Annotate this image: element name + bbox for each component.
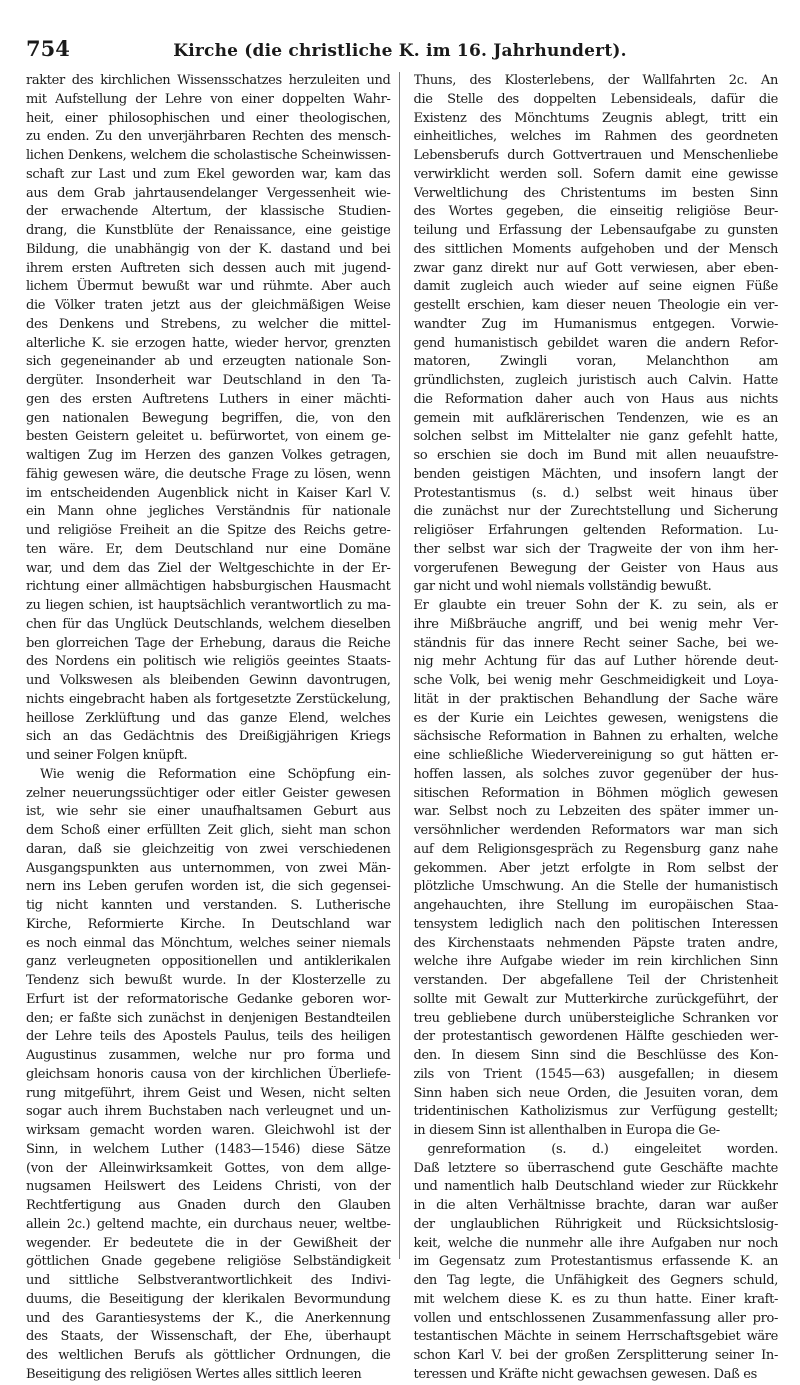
- text-line: tridentinischen Katholizismus zur Verfügung gestellt;: [413, 1104, 778, 1120]
- text-line: tensystem lediglich nach den politischen Interessen: [413, 916, 778, 932]
- text-line: des Kirchenstaats nehmenden Päpste traten andre,: [413, 935, 778, 951]
- text-line: und religiöse Freiheit an die Spitze des Reichs getre-: [26, 523, 391, 538]
- text-line: treu gebliebene durch unübersteigliche Schranken vor: [413, 1010, 778, 1026]
- text-line: alterliche K. sie erzogen hatte, wieder hervor, grenzten: [26, 335, 391, 351]
- text-line: nichts eingebracht haben als fortgesetzte Zerstückelung,: [26, 691, 391, 707]
- text-line: zu enden. Zu den unverjährbaren Rechten des mensch-: [26, 129, 391, 145]
- text-line: gekommen. Aber jetzt erfolgte in Rom selbst der: [413, 860, 778, 876]
- text-line: sich an das Gedächtnis des Dreißigjährigen Kriegs: [26, 729, 391, 745]
- text-line: benden geistigen Mächten, und insofern langt der: [413, 466, 778, 482]
- text-line: Kirche, Reformierte Kirche. In Deutschland war: [26, 916, 391, 932]
- text-line: Erfurt ist der reformatorische Gedanke geboren wor-: [26, 991, 391, 1007]
- text-line: war, und dem das Ziel der Weltgeschichte in der Er-: [26, 560, 391, 576]
- text-line: die Völker traten jetzt aus der gleichmäßigen Weise: [26, 298, 391, 313]
- text-line: dem Schoß einer erfüllten Zeit glich, sieht man schon: [26, 823, 391, 838]
- text-line: (von der Alleinwirksamkeit Gottes, von dem allge-: [26, 1160, 391, 1176]
- text-line: in diesem Sinn ist allenthalben in Europa die Ge-: [413, 1123, 720, 1138]
- text-line: waltigen Zug im Herzen des ganzen Volkes getragen,: [26, 448, 391, 463]
- text-line: Sinn, in welchem Luther (1483—1546) diese Sätze: [26, 1141, 391, 1157]
- text-line: Lebensberufs durch Gottvertrauen und Menschenliebe: [413, 148, 778, 163]
- text-line: ganz verleugneten oppositionellen und antiklerikalen: [26, 954, 391, 970]
- left-column: [26, 72, 400, 1382]
- text-line: vorgerufenen Bewegung der Geister von Haus aus: [413, 560, 778, 576]
- text-line: ther selbst war sich der Tragweite der von ihm her-: [413, 541, 778, 557]
- text-line: es der Kurie ein Leichtes gewesen, wenigstens die: [413, 710, 778, 726]
- text-line: angehauchten, ihre Stellung im europäischen Staa-: [413, 898, 778, 913]
- text-line: im Gegensatz zum Protestantismus erfassende K. an: [413, 1254, 778, 1270]
- text-line: gemein mit aufklärerischen Tendenzen, wie es an: [413, 410, 778, 426]
- text-line: so erschien sie doch im Bund mit allen neuaufstre-: [413, 448, 778, 463]
- text-line: versöhnlicher werdenden Reformators war man sich: [413, 823, 778, 838]
- text-line: besten Geistern geleitet u. befürwortet, von einem ge-: [26, 429, 391, 445]
- text-line: solchen selbst im Mittelalter nie ganz gefehlt hatte,: [413, 429, 778, 445]
- text-line: nugsamen Heilswert des Leidens Christi, von der: [26, 1179, 391, 1195]
- text-line: plötzliche Umschwung. An die Stelle der humanistisch: [413, 879, 778, 895]
- text-line: teilung und Erfassung der Lebensaufgabe zu gunsten: [413, 223, 778, 238]
- text-line: religiöser Erfahrungen geltenden Reformation. Lu-: [413, 523, 778, 538]
- text-line: zwar ganz direkt nur auf Gott verwiesen, aber eben-: [413, 260, 778, 276]
- text-line: die Stelle des doppelten Lebensideals, dafür die: [413, 91, 778, 107]
- text-line: ihrem ersten Auftreten sich dessen auch mit jugend-: [26, 260, 391, 276]
- text-line: verstanden. Der abgefallene Teil der Christenheit: [413, 973, 778, 988]
- text-line: welche ihre Aufgabe wieder im rein kirchlichen Sinn: [413, 954, 778, 970]
- text-line: Tendenz sich bewußt wurde. In der Klosterzelle zu: [26, 973, 391, 988]
- text-line: Sinn haben sich neue Orden, die Jesuiten voran, dem: [413, 1085, 778, 1101]
- text-line: war. Selbst noch zu Lebzeiten des später immer un-: [413, 804, 778, 820]
- text-line: die zunächst nur der Zurechtstellung und Sicherung: [413, 504, 778, 520]
- text-line: heit, einer philosophischen und einer theologischen,: [26, 110, 391, 126]
- text-line: genreformation (s. d.) eingeleitet worden.: [427, 1141, 778, 1157]
- text-line: vollen und entschlossenen Zusammenfassung aller pro-: [413, 1310, 778, 1326]
- text-columns: [26, 72, 778, 1382]
- text-line: hoffen lassen, als solches zuvor gegenüber der hus-: [413, 766, 778, 782]
- text-line: fähig gewesen wäre, die deutsche Frage zu lösen, wenn: [26, 466, 391, 482]
- text-line: wirksam gemacht worden waren. Gleichwohl ist der: [26, 1123, 391, 1138]
- text-line: nig mehr Achtung für das auf Luther hörende deut-: [413, 654, 778, 670]
- text-line: tig nicht kannten und verstanden. S. Lutherische: [26, 898, 391, 913]
- text-line: nern ins Leben gerufen worden ist, die sich gegensei-: [26, 879, 391, 895]
- text-line: den Tag legte, die Unfähigkeit des Gegners schuld,: [413, 1273, 778, 1288]
- text-line: Beseitigung des religiösen Wertes alles sittlich leeren: [26, 1366, 362, 1382]
- text-line: gestellt erschien, kam dieser neuen Theologie ein ver-: [413, 298, 778, 313]
- text-line: Verweltlichung des Christentums im besten Sinn: [413, 185, 778, 201]
- text-line: ständnis für das innere Recht seiner Sache, bei we-: [413, 635, 778, 651]
- text-line: des Wortes gegeben, die einseitig religiöse Beur-: [413, 204, 778, 220]
- text-line: der erwachende Altertum, der klassische Studien-: [26, 204, 391, 220]
- text-line: matoren, Zwingli voran, Melanchthon am: [413, 354, 778, 370]
- text-line: des Denkens und Strebens, zu welcher die mittel-: [26, 316, 391, 332]
- text-line: sich gegeneinander ab und erzeugten nationale Son-: [26, 354, 391, 370]
- text-line: Existenz des Mönchtums Zeugnis ablegt, tritt ein: [413, 110, 778, 126]
- text-line: die Reformation daher auch von Haus aus nichts: [413, 391, 778, 407]
- text-line: Rechtfertigung aus Gnaden durch den Glauben: [26, 1198, 391, 1213]
- text-line: des sittlichen Moments aufgehoben und der Mensch: [413, 241, 778, 257]
- text-line: aus dem Grab jahrtausendelanger Vergessenheit wie-: [26, 185, 391, 201]
- text-line: Wie wenig die Reformation eine Schöpfung ein-: [40, 766, 391, 782]
- text-line: sächsische Reformation in Bahnen zu erhalten, welche: [413, 729, 778, 745]
- text-line: wegender. Er bedeutete die in der Gewißheit der: [26, 1235, 391, 1251]
- text-line: und sittliche Selbstverantwortlichkeit des Indivi-: [26, 1273, 391, 1288]
- text-line: ist, wie sehr sie einer unaufhaltsamen Geburt aus: [26, 804, 391, 820]
- text-line: gleichsam honoris causa von der kirchlichen Überliefe-: [26, 1066, 391, 1082]
- text-line: sollte mit Gewalt zur Mutterkirche zurückgeführt, der: [413, 991, 778, 1007]
- text-line: damit zugleich auch wieder auf seine eignen Füße: [413, 279, 778, 295]
- text-line: ihre Mißbräuche angriff, und bei wenig mehr Ver-: [413, 616, 778, 632]
- text-line: Ausgangspunkten aus unternommen, von zwei Män-: [26, 860, 391, 876]
- text-line: keit, welche die nunmehr alle ihre Aufgaben nur noch: [413, 1235, 778, 1251]
- text-line: lichen Denkens, welchem die scholastische Scheinwissen-: [26, 148, 391, 163]
- text-line: chen für das Unglück Deutschlands, welchem dieselben: [26, 616, 391, 632]
- text-line: göttlichen Gnade gegebene religiöse Selbständigkeit: [26, 1254, 391, 1270]
- text-line: der Lehre teils des Apostels Paulus, teils des heiligen: [26, 1029, 391, 1045]
- text-line: eine schließliche Wiedervereinigung so gut hätten er-: [413, 748, 778, 763]
- text-line: testantischen Mächte in seinem Herrschaftsgebiet wäre: [413, 1329, 778, 1345]
- text-line: sche Volk, bei wenig mehr Geschmeidigkeit und Loya-: [413, 673, 778, 688]
- text-line: ein Mann ohne jegliches Verständnis für nationale: [26, 504, 391, 520]
- text-line: Daß letztere so überraschend gute Geschäfte machte: [413, 1160, 778, 1176]
- text-line: zelner neuerungssüchtiger oder eitler Geister gewesen: [26, 785, 391, 801]
- text-line: rakter des kirchlichen Wissensschatzes herzuleiten und: [26, 73, 391, 88]
- text-line: dergüter. Insonderheit war Deutschland in den Ta-: [26, 373, 391, 388]
- text-line: im entscheidenden Augenblick nicht in Kaiser Karl V.: [26, 485, 391, 501]
- text-line: gen des ersten Auftretens Luthers in einer mächti-: [26, 391, 391, 407]
- text-line: mit welchem diese K. es zu thun hatte. Einer kraft-: [413, 1291, 778, 1307]
- text-line: des weltlichen Berufs als göttlicher Ordnungen, die: [26, 1348, 391, 1363]
- text-line: sogar auch ihrem Buchstaben nach verleugnet und un-: [26, 1104, 391, 1120]
- text-line: der protestantisch gewordenen Hälfte geschieden wer-: [413, 1029, 778, 1045]
- text-line: zu liegen schien, ist hauptsächlich verantwortlich zu ma-: [26, 598, 391, 613]
- text-line: ben glorreichen Tage der Erhebung, daraus die Reiche: [26, 635, 391, 651]
- text-line: Protestantismus (s. d.) selbst weit hinaus über: [413, 485, 778, 501]
- text-line: lichem Übermut bewußt war und rühmte. Aber auch: [26, 279, 391, 295]
- text-line: drang, die Kunstblüte der Renaissance, eine geistige: [26, 223, 391, 238]
- text-line: es noch einmal das Mönchtum, welches seiner niemals: [26, 935, 391, 951]
- text-line: und seiner Folgen knüpft.: [26, 748, 188, 763]
- text-line: allein 2c.) geltend machte, ein durchaus neuer, weltbe-: [26, 1216, 391, 1232]
- text-line: teressen und Kräfte nicht gewachsen gewesen. Daß es: [413, 1366, 757, 1382]
- text-line: daran, daß sie gleichzeitig von zwei verschiedenen: [26, 841, 391, 857]
- text-line: den. In diesem Sinn sind die Beschlüsse des Kon-: [413, 1048, 778, 1063]
- text-line: mit Aufstellung der Lehre von einer doppelten Wahr-: [26, 91, 391, 107]
- text-line: schon Karl V. bei der großen Zersplitterung seiner In-: [413, 1348, 778, 1363]
- text-line: und des Garantiesystems der K., die Anerkennung: [26, 1310, 391, 1326]
- text-line: des Staats, der Wissenschaft, der Ehe, überhaupt: [26, 1329, 391, 1345]
- text-line: duums, die Beseitigung der klerikalen Bevormundung: [26, 1291, 391, 1307]
- text-line: und Volkswesen als bleibenden Gewinn davontrugen,: [26, 673, 391, 688]
- text-line: wandter Zug im Humanismus entgegen. Vorwie-: [413, 316, 778, 332]
- text-line: des Nordens ein politisch wie religiös geeintes Staats-: [26, 654, 391, 670]
- text-line: und namentlich halb Deutschland wieder zur Rückkehr: [413, 1179, 778, 1195]
- text-line: Thuns, des Klosterlebens, der Wallfahrten 2c. An: [413, 73, 778, 88]
- text-line: zils von Trient (1545—63) ausgefallen; in diesem: [413, 1066, 778, 1082]
- text-line: verwirklicht werden soll. Sofern damit eine gewisse: [413, 166, 778, 182]
- text-line: rung mitgeführt, ihrem Geist und Wesen, nicht selten: [26, 1085, 391, 1101]
- right-column: [412, 72, 779, 1382]
- text-line: sitischen Reformation in Böhmen möglich gewesen: [413, 785, 778, 801]
- text-line: Augustinus zusammen, welche nur pro forma und: [26, 1048, 391, 1063]
- text-line: ten wäre. Er, dem Deutschland nur eine Domäne: [26, 541, 391, 557]
- text-line: in die alten Verhältnisse brachte, daran war außer: [413, 1198, 778, 1213]
- text-line: gar nicht und wohl niemals vollständig bewußt.: [413, 579, 712, 595]
- running-head: Kirche (die christliche K. im 16. Jahrhundert).: [173, 41, 627, 61]
- text-line: gründlichsten, zugleich juristisch auch Calvin. Hatte: [413, 373, 778, 388]
- text-line: Bildung, die unabhängig von der K. dastand und bei: [26, 241, 391, 257]
- text-line: einheitliches, welches im Rahmen des geordneten: [413, 129, 778, 145]
- text-line: lität in der praktischen Behandlung der Sache wäre: [413, 691, 778, 707]
- text-line: gend humanistisch gebildet waren die andern Refor-: [413, 335, 778, 351]
- text-line: richtung einer allmächtigen habsburgischen Hausmacht: [26, 579, 391, 595]
- text-line: schaft zur Last und zum Ekel geworden war, kam das: [26, 166, 391, 182]
- text-line: heillose Zerklüftung und das ganze Elend, welches: [26, 710, 391, 726]
- text-line: auf dem Religionsgespräch zu Regensburg ganz nahe: [413, 841, 778, 857]
- page-header: [26, 36, 774, 66]
- page-number: 754: [26, 36, 70, 61]
- text-line: gen nationalen Bewegung begriffen, die, von den: [26, 410, 391, 426]
- text-line: der unglaublichen Rührigkeit und Rücksichtslosig-: [413, 1216, 778, 1232]
- text-line: Er glaubte ein treuer Sohn der K. zu sein, als er: [413, 598, 778, 613]
- text-line: den; er faßte sich zunächst in denjenigen Bestandteilen: [26, 1010, 391, 1026]
